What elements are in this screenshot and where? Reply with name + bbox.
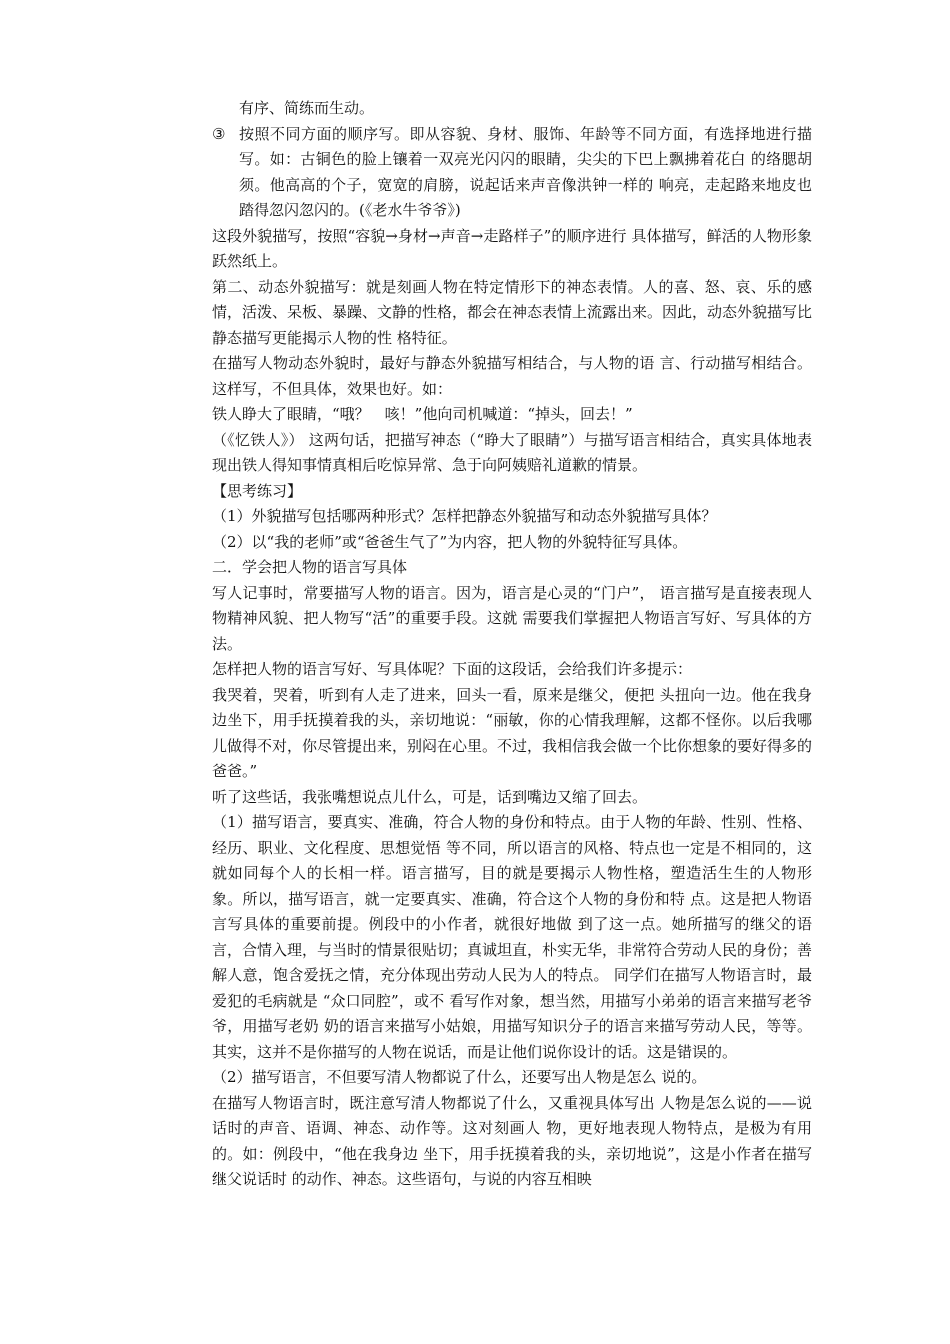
paragraph-example: 听了这些话，我张嘴想说点儿什么，可是，话到嘴边又缩了回去。 [212,787,648,806]
paragraph: 在描写人物语言时，既注意写清人物都说了什么，又重视具体写出 人物是怎么说的——说话时的声音、语调、神态、动作等。这对刻画人 物，更好地表现人物特点，是极为有用的。如：例段中，“他在我身边 坐下，用手抚摸着我的头，亲切地说”，这是小作者在描写继父说话时 的动作、神态。这些语句，与说的内容互相映 [212,1093,812,1188]
list-item-3 [212,122,812,224]
paragraph: （1）描写语言，要真实、准确，符合人物的身份和特点。由于人物的年龄、性别、性格、经历、职业、文化程度、思想觉悟 等不同，所以语言的风格、特点也一定是不相同的，这就如同每个人的长相一样。语言描写，目的就是要揭示人物性格，塑造活生生的人物形 象。所以，描写语言，就一定要真实、准确，符合这个人物的身份和特 点。这是把人物语言写具体的重要前提。例段中的小作者，就很好地做 到了这一点。她所描写的继父的语言，合情入理，与当时的情景很贴切；真诚坦直，朴实无华，非常符合劳动人民的身份；善解人意，饱含爱抚之情，充分体现出劳动人民为人的特点。 同学们在描写人物语言时，最爱犯的毛病就是 “众口同腔”，或不 看写作对象，想当然，用描写小弟弟的语言来描写老爷爷，用描写老奶 奶的语言来描写小姑娘，用描写知识分子的语言来描写劳动人民，等等。 其实，这并不是你描写的人物在说话，而是让他们说你设计的话。这是错误的。 [212,813,813,1061]
paragraph: （《忆铁人》） 这两句话，把描写神态（“睁大了眼睛”）与描写语言相结合，真实具体地表现出铁人得知事情真相后吃惊异常、急于向阿姨赔礼道歉的情景。 [212,430,812,474]
paragraph: 写人记事时，常要描写人物的语言。因为，语言是心灵的“门户”， 语言描写是直接表现人物精神风貌、把人物写“活”的重要手段。这就 需要我们掌握把人物语言写好、写具体的方法。 [212,583,812,653]
list-marker: ③ [212,124,226,143]
paragraph: 第二、动态外貌描写：就是刻画人物在特定情形下的神态表情。人的喜、怒、哀、乐的感情，活泼、呆板、暴躁、文静的性格，都会在神态表情上流露出来。因此，动态外貌描写比静态描写更能揭示人物的性 格特征。 [212,277,813,347]
exercise-item: （1）外貌描写包括哪两种形式？怎样把静态外貌描写和动态外貌描写具体？ [212,507,717,525]
document-page [212,96,812,1193]
section-heading: 二．学会把人物的语言写具体 [212,558,408,576]
paragraph-continuation: 有序、简练而生动。 [239,99,375,117]
paragraph-example: 我哭着，哭着，听到有人走了进来，回头一看，原来是继父，便把 头扭向一边。他在我身边坐下，用手抚摸着我的头，亲切地说：“丽敏，你的心情我理解，这都不怪你。以后我哪儿做得不对，你尽管提出来，别闷在心里。不过，我相信我会做一个比你想象的要好得多的爸爸。” [212,685,813,780]
paragraph: 这段外貌描写，按照“容貌→身材→声音→走路样子”的顺序进行 具体描写，鲜活的人物形象跃然纸上。 [212,226,812,270]
paragraph: （2）描写语言，不但要写清人物都说了什么，还要写出人物是怎么 说的。 [212,1068,707,1086]
exercise-item: （2）以“我的老师”或“爸爸生气了”为内容，把人物的外貌特征写具体。 [212,532,688,551]
paragraph-quote: 铁人睁大了眼睛，“哦？ 咳！”他向司机喊道：“掉头，回去！” [212,405,633,423]
paragraph: 怎样把人物的语言写好、写具体呢？下面的这段话，会给我们许多提示： [212,660,693,678]
list-item-text: 按照不同方面的顺序写。即从容貌、身材、服饰、年龄等不同方面，有选择地进行描写。如：古铜色的脸上镶着一双亮光闪闪的眼睛，尖尖的下巴上飘拂着花白 的络腮胡须。他高高的个子，宽宽的肩膀，说起话来声音像洪钟一样的 响亮，走起路来地皮也踏得忽闪忽闪的。(《老水牛爷爷》) [239,124,812,219]
section-heading: 【思考练习】 [212,481,303,500]
paragraph: 在描写人物动态外貌时，最好与静态外貌描写相结合，与人物的语 言、行动描写相结合。这样写，不但具体，效果也好。如： [212,354,812,398]
